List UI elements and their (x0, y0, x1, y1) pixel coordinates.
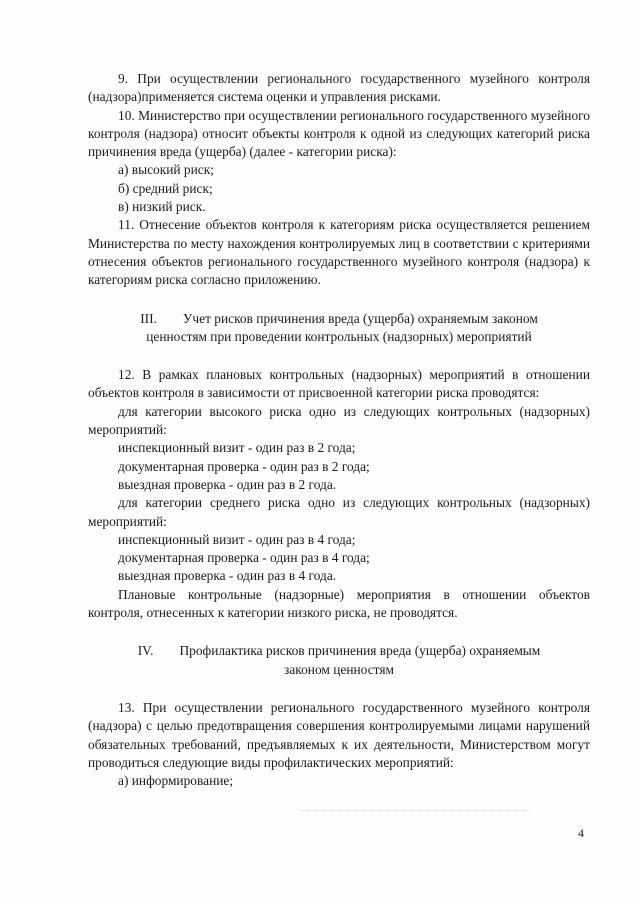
section-title-line: ценностям при проведении контрольных (надзорных) мероприятий (146, 328, 532, 344)
section-number: IV. (137, 643, 154, 659)
list-item: а) информирование; (118, 773, 234, 789)
section-title-line: законом ценностям (284, 661, 394, 677)
list-item: инспекционный визит - один раз в 2 года; (118, 440, 356, 456)
list-item: документарная проверка - один раз в 2 года; (118, 458, 370, 474)
section-title-line: Профилактика рисков причинения вреда (ущерба) охраняемым (179, 643, 541, 659)
list-item: выездная проверка - один раз в 2 года. (118, 476, 337, 492)
list-item: а) высокий риск; (118, 162, 214, 178)
list-item: выездная проверка - один раз в 4 года. (118, 568, 337, 584)
list-item: документарная проверка - один раз в 4 года; (118, 550, 370, 566)
paragraph-9: 9. При осуществлении регионального государственного музейного контроля (надзора)применяется система оценки и управления рисками. (88, 71, 590, 105)
scan-artifact (300, 810, 530, 815)
paragraph-13: 13. При осуществлении регионального государственного музейного контроля (надзора) с целью предотвращения совершения контролируемыми лицами нарушений обязательных требований, предъявляемых к их деятельности, Министерством могут проводиться следующие виды профилактических мероприятий: (88, 699, 590, 770)
section-number: III. (140, 310, 157, 326)
paragraph-11: 11. Отнесение объектов контроля к категориям риска осуществляется решением Министерства по месту нахождения контролируемых лиц в соответствии с критериями отнесения объектов регионального государственного музейного контроля (надзора) к категориям риска согласно приложению. (88, 217, 590, 288)
section-heading-3 (88, 310, 590, 347)
high-risk-intro: для категории высокого риска одно из следующих контрольных (надзорных) мероприятий: (88, 403, 590, 438)
document-body (88, 70, 590, 790)
list-item: в) низкий риск. (118, 199, 206, 215)
medium-risk-intro: для категории среднего риска одно из следующих контрольных (надзорных) мероприятий: (88, 495, 590, 529)
section-title-line: Учет рисков причинения вреда (ущерба) охраняемым законом (182, 310, 538, 326)
paragraph-12: 12. В рамках плановых контрольных (надзорных) мероприятий в отношении объектов контроля в зависимости от присвоенной категории риска проводятся: (88, 367, 590, 401)
section-heading-4 (88, 642, 590, 679)
low-risk-note: Плановые контрольные (надзорные) мероприятия в отношении объектов контроля, отнесенных к категории низкого риска, не проводятся. (88, 586, 590, 621)
page-number: 4 (578, 826, 584, 840)
list-item: инспекционный визит - один раз в 4 года; (118, 531, 356, 547)
list-item: б) средний риск; (118, 180, 213, 196)
paragraph-10: 10. Министерство при осуществлении регионального государственного музейного контроля (надзора) относит объекты контроля к одной из следующих категорий риска причинения вреда (ущерба) (далее - категории риска): (88, 107, 590, 160)
